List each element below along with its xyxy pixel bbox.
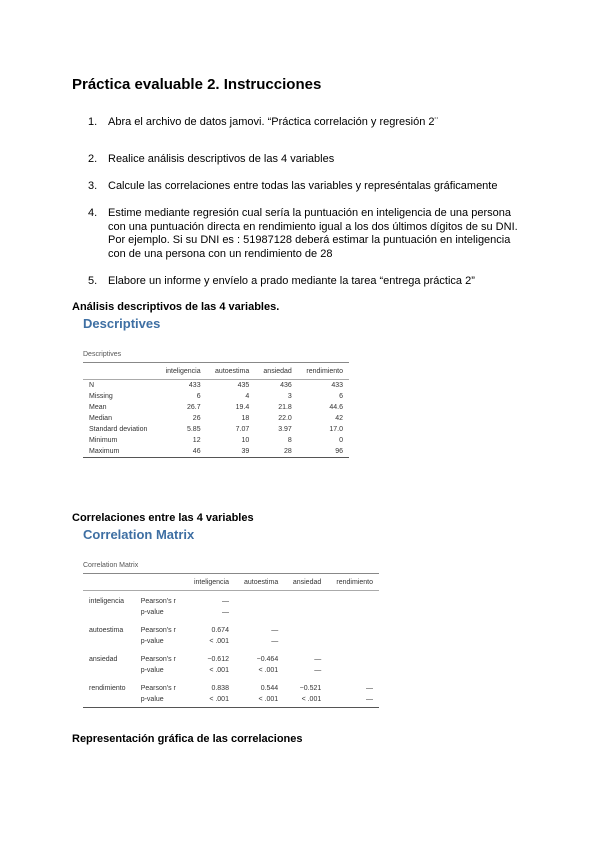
table-cell: —	[314, 666, 322, 674]
instruction-number: 4.	[88, 207, 98, 219]
table-cell: 44.6	[329, 404, 343, 411]
table-cell: 3.97	[278, 426, 292, 433]
table-cell: −0.521	[299, 684, 322, 692]
stat-label: p-value	[140, 608, 164, 616]
table-cell: —	[271, 626, 279, 634]
table-row	[83, 607, 379, 618]
table-row	[83, 647, 379, 665]
table-cell: 28	[284, 448, 292, 455]
row-label	[83, 636, 135, 647]
stat-label: p-value	[140, 637, 164, 645]
table-row	[83, 402, 349, 413]
table-cell: < .001	[209, 695, 229, 703]
row-label	[83, 607, 135, 618]
column-header: rendimiento	[306, 367, 343, 375]
row-label	[83, 665, 135, 676]
table-cell: —	[366, 684, 373, 692]
table-row	[83, 694, 379, 708]
table-cell: 8	[287, 437, 292, 444]
table-row	[83, 665, 379, 676]
row-label: Median	[89, 415, 112, 422]
table-header-row	[83, 574, 379, 591]
table-row	[83, 636, 379, 647]
table-cell: —	[366, 695, 373, 703]
table-cell: −0.612	[207, 655, 229, 663]
table-cell: < .001	[209, 666, 229, 674]
table-cell: 6	[196, 393, 201, 400]
row-label: N	[89, 382, 95, 389]
instruction-item	[88, 275, 475, 289]
table-row	[83, 446, 349, 458]
table-cell: 433	[188, 382, 201, 389]
table-row	[83, 591, 379, 607]
instruction-number: 2.	[88, 153, 98, 165]
correlation-matrix-table	[83, 573, 379, 708]
instruction-item	[88, 207, 528, 261]
row-label: autoestima	[89, 626, 124, 634]
instruction-text: Estime mediante regresión cual sería la puntuación en inteligencia de una persona con una puntuación directa en rendimiento igual a los dos últimos dígitos de su DNI. Por ejemplo. Si su DNI es : 51987128 deberá estimar la puntuación en inteligencia con de una persona con un rendimiento de 28	[108, 207, 518, 260]
table-cell: 17.0	[329, 426, 343, 433]
table-cell: 22.0	[278, 415, 292, 422]
table-cell: 39	[241, 448, 250, 455]
column-header	[83, 363, 157, 380]
descriptives-title: Descriptives	[83, 316, 161, 331]
column-header: inteligencia	[165, 367, 201, 375]
table-cell: 4	[245, 393, 250, 400]
stat-label: p-value	[140, 695, 164, 703]
table-row	[83, 391, 349, 402]
instruction-item	[88, 153, 334, 167]
table-cell: 7.07	[235, 426, 250, 433]
table-cell: 19.4	[235, 404, 250, 411]
row-label: Standard deviation	[89, 426, 148, 433]
table-cell	[235, 607, 284, 618]
instruction-text: Elabore un informe y envíelo a prado mediante la tarea “entrega práctica 2”	[108, 275, 475, 287]
table-row	[83, 424, 349, 435]
stat-label: Pearson's r	[140, 684, 176, 692]
table-header-row	[83, 363, 349, 380]
stat-label: p-value	[140, 666, 164, 674]
table-row	[83, 618, 379, 636]
row-label	[83, 694, 135, 708]
table-cell	[284, 591, 327, 607]
table-cell: 26	[192, 415, 201, 422]
table-cell	[327, 647, 379, 665]
table-cell: 3	[287, 393, 292, 400]
row-label: rendimiento	[89, 684, 126, 692]
instruction-item	[88, 180, 497, 194]
table-cell	[327, 607, 379, 618]
table-row	[83, 380, 349, 392]
table-cell: 21.8	[278, 404, 292, 411]
table-cell: 436	[280, 382, 292, 389]
instruction-number: 3.	[88, 180, 98, 192]
row-label: Mean	[89, 404, 107, 411]
instruction-number: 1.	[88, 116, 98, 128]
table-cell: 6	[339, 393, 343, 400]
row-label: Missing	[89, 393, 113, 400]
row-label: ansiedad	[89, 655, 118, 663]
descriptives-caption: Descriptives	[83, 351, 122, 358]
table-cell: −0.464	[256, 655, 279, 663]
correlations-heading: Correlaciones entre las 4 variables	[72, 512, 254, 524]
correlation-matrix-title: Correlation Matrix	[83, 527, 195, 542]
row-label: inteligencia	[89, 597, 125, 605]
instruction-text: Abra el archivo de datos jamovi. “Práctica correlación y regresión 2¨	[108, 116, 439, 128]
page-title: Práctica evaluable 2. Instrucciones	[72, 76, 322, 93]
table-cell: < .001	[258, 666, 279, 674]
table-cell: < .001	[258, 695, 279, 703]
column-header	[83, 574, 135, 591]
table-cell: 46	[192, 448, 201, 455]
row-label: Minimum	[89, 437, 118, 444]
table-cell	[327, 591, 379, 607]
table-cell	[327, 665, 379, 676]
graph-heading: Representación gráfica de las correlaciones	[72, 733, 303, 745]
table-cell	[284, 636, 327, 647]
table-cell: < .001	[209, 637, 229, 645]
table-cell	[284, 618, 327, 636]
table-row	[83, 676, 379, 694]
column-header	[135, 574, 185, 591]
table-row	[83, 435, 349, 446]
table-cell: 10	[241, 437, 250, 444]
correlation-matrix-caption: Correlation Matrix	[83, 562, 139, 569]
table-cell: 5.85	[186, 426, 201, 433]
table-cell: 26.7	[186, 404, 201, 411]
instruction-item	[88, 116, 438, 130]
table-cell	[235, 591, 284, 607]
table-cell	[327, 618, 379, 636]
row-label: Maximum	[89, 448, 120, 455]
stat-label: Pearson's r	[140, 655, 176, 663]
column-header: autoestima	[243, 578, 279, 586]
stat-label: Pearson's r	[140, 626, 176, 634]
table-cell: —	[221, 608, 229, 616]
column-header: ansiedad	[292, 578, 322, 586]
table-row	[83, 413, 349, 424]
table-cell: 12	[192, 437, 201, 444]
instruction-number: 5.	[88, 275, 98, 287]
table-cell: < .001	[301, 695, 322, 703]
table-cell: —	[314, 655, 322, 663]
column-header: ansiedad	[263, 367, 292, 375]
table-cell: 0.838	[211, 684, 229, 692]
table-cell: —	[271, 637, 279, 645]
table-cell: 18	[241, 415, 250, 422]
table-cell: 0.674	[211, 626, 229, 634]
descriptives-heading: Análisis descriptivos de las 4 variables.	[72, 301, 280, 313]
table-cell	[284, 607, 327, 618]
table-cell: 0	[339, 437, 343, 444]
table-cell: 42	[335, 415, 343, 422]
table-cell: —	[221, 597, 229, 605]
table-cell: 0.544	[260, 684, 279, 692]
column-header: rendimiento	[336, 578, 373, 586]
table-cell: 433	[331, 382, 343, 389]
table-cell: 435	[237, 382, 250, 389]
column-header: inteligencia	[193, 578, 229, 586]
instruction-text: Realice análisis descriptivos de las 4 variables	[108, 153, 335, 165]
descriptives-table	[83, 362, 349, 458]
table-cell	[327, 636, 379, 647]
stat-label: Pearson's r	[140, 597, 176, 605]
table-cell: 96	[335, 448, 343, 455]
column-header: autoestima	[215, 367, 250, 375]
instruction-text: Calcule las correlaciones entre todas las variables y represéntalas gráficamente	[108, 180, 498, 192]
